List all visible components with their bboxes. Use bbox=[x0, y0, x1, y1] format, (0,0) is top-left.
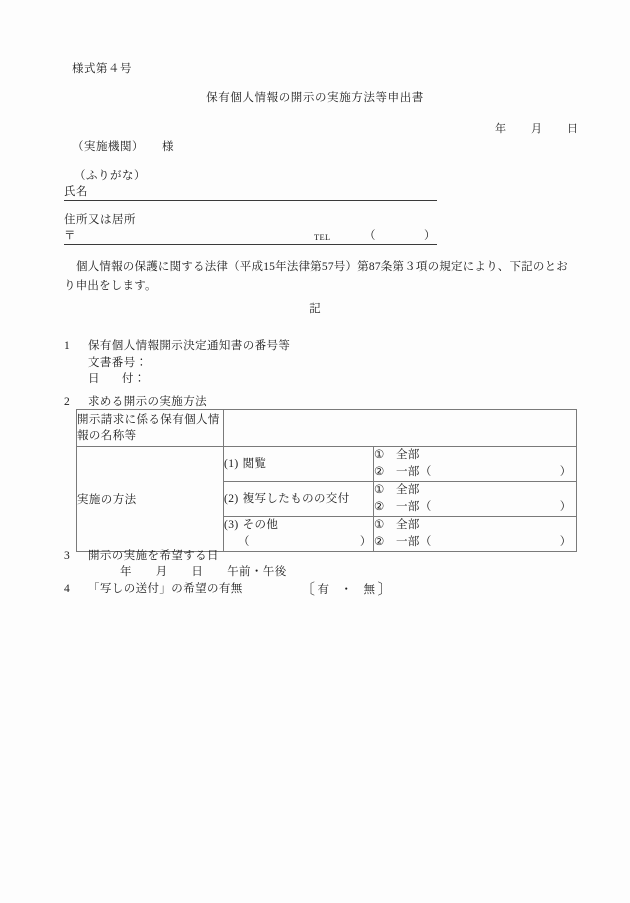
scope-cell-3[interactable] bbox=[374, 517, 577, 552]
scope-cell-1[interactable] bbox=[374, 447, 577, 482]
scope-cell-2[interactable] bbox=[374, 482, 577, 517]
scope-3-all-label: 全部 bbox=[396, 519, 420, 531]
method-3-paren-open: （ bbox=[238, 536, 250, 548]
tel-label: TEL bbox=[314, 232, 331, 242]
method-3-number: (3) bbox=[224, 519, 239, 531]
scope-2-all-number: ① bbox=[374, 484, 385, 496]
scope-1-option-all[interactable] bbox=[374, 447, 576, 464]
scope-3-paren-close: ） bbox=[559, 536, 572, 548]
table-row-header bbox=[77, 410, 577, 447]
form-number: 様式第４号 bbox=[72, 63, 132, 75]
method-1-label: 閲覧 bbox=[242, 457, 267, 470]
scope-1-all-label: 全部 bbox=[396, 449, 420, 461]
scope-1-partial-label: 一部 bbox=[396, 466, 420, 478]
scope-1-all-number: ① bbox=[374, 449, 385, 461]
method-group-label-cell: 実施の方法 bbox=[77, 447, 224, 552]
method-3-label: その他 bbox=[242, 519, 279, 531]
copy-delivery-choice[interactable] bbox=[300, 578, 393, 599]
method-cell-3[interactable] bbox=[224, 517, 374, 552]
item-2-number: 2 bbox=[64, 396, 71, 408]
table-row bbox=[77, 447, 577, 482]
furigana-label: （ふりがな） bbox=[74, 170, 146, 182]
info-name-value-cell[interactable] bbox=[224, 410, 577, 447]
scope-3-all-number: ① bbox=[374, 519, 385, 531]
item-1-title: 保有個人情報開示決定通知書の番号等 bbox=[88, 340, 291, 352]
method-cell-1[interactable] bbox=[224, 447, 374, 482]
bracket-close: 〕 bbox=[377, 582, 394, 598]
submission-date-line: 年 月 日 bbox=[495, 123, 585, 135]
method-3-freetext[interactable] bbox=[224, 534, 373, 551]
item-1-heading bbox=[64, 337, 290, 353]
item-1-number: 1 bbox=[64, 340, 71, 352]
scope-3-partial-number: ② bbox=[374, 536, 385, 548]
item-2-heading bbox=[64, 393, 207, 409]
disclosure-method-table bbox=[76, 409, 577, 552]
address-field[interactable] bbox=[64, 228, 437, 245]
document-number-label: 文書番号： bbox=[88, 357, 148, 369]
method-1-number: (1) bbox=[224, 457, 239, 470]
scope-2-option-partial[interactable] bbox=[374, 499, 576, 516]
scope-2-partial-label: 一部 bbox=[396, 501, 420, 513]
scope-3-option-all[interactable] bbox=[374, 517, 576, 534]
ki-marker: 記 bbox=[309, 303, 321, 315]
scope-2-option-all[interactable] bbox=[374, 482, 576, 499]
bracket-open: 〔 bbox=[300, 582, 316, 598]
choice-no[interactable]: 無 bbox=[363, 584, 376, 596]
item-4-title: 「写しの送付」の希望の有無 bbox=[88, 583, 243, 595]
method-2-number: (2) bbox=[224, 492, 239, 505]
document-date-label-2: 付： bbox=[121, 373, 146, 385]
scope-2-paren-close: ） bbox=[559, 501, 572, 513]
document-date-field[interactable] bbox=[88, 370, 146, 386]
document-number-field[interactable] bbox=[88, 354, 148, 370]
scope-1-paren-close: ） bbox=[559, 466, 572, 478]
choice-yes[interactable]: 有 bbox=[317, 584, 330, 596]
scope-2-paren-open: （ bbox=[419, 501, 432, 513]
item-3-title: 開示の実施を希望する日 bbox=[88, 550, 219, 562]
item-4-heading bbox=[64, 580, 243, 596]
info-name-header-cell: 開示請求に係る保有個人情報の名称等 bbox=[77, 410, 224, 447]
scope-2-partial-number: ② bbox=[374, 501, 385, 513]
scope-1-partial-number: ② bbox=[374, 466, 385, 478]
item-2-title: 求める開示の実施方法 bbox=[88, 396, 207, 408]
statute-paragraph: 個人情報の保護に関する法律（平成15年法律第57号）第87条第３項の規定により、下記のとおり申出をします。 bbox=[64, 261, 568, 292]
item-3-heading bbox=[64, 547, 219, 563]
addressee-organization: （実施機関） bbox=[72, 141, 144, 153]
method-cell-2[interactable] bbox=[224, 482, 374, 517]
scope-3-option-partial[interactable] bbox=[374, 534, 576, 551]
name-field[interactable] bbox=[64, 184, 437, 201]
scope-3-partial-label: 一部 bbox=[396, 536, 420, 548]
method-2-label: 複写したものの交付 bbox=[242, 492, 350, 505]
scope-2-all-label: 全部 bbox=[396, 484, 420, 496]
name-label: 氏名 bbox=[64, 186, 88, 198]
postal-code-symbol: 〒 bbox=[64, 230, 76, 242]
item-4-number: 4 bbox=[64, 583, 71, 595]
item-3-date-field[interactable]: 年 月 日 午前・午後 bbox=[120, 566, 287, 578]
page-title: 保有個人情報の開示の実施方法等申出書 bbox=[206, 92, 424, 104]
document-date-label: 日 bbox=[88, 373, 100, 385]
choice-separator: ・ bbox=[340, 584, 353, 596]
tel-parentheses: （ ） bbox=[364, 230, 436, 242]
addressee-line bbox=[72, 138, 174, 154]
scope-1-paren-open: （ bbox=[419, 466, 432, 478]
item-3-number: 3 bbox=[64, 550, 71, 562]
address-label: 住所又は居所 bbox=[64, 214, 136, 226]
addressee-honorific: 様 bbox=[162, 141, 174, 153]
scope-3-paren-open: （ bbox=[419, 536, 432, 548]
scope-1-option-partial[interactable] bbox=[374, 464, 576, 481]
method-3-paren-close: ） bbox=[359, 536, 372, 548]
